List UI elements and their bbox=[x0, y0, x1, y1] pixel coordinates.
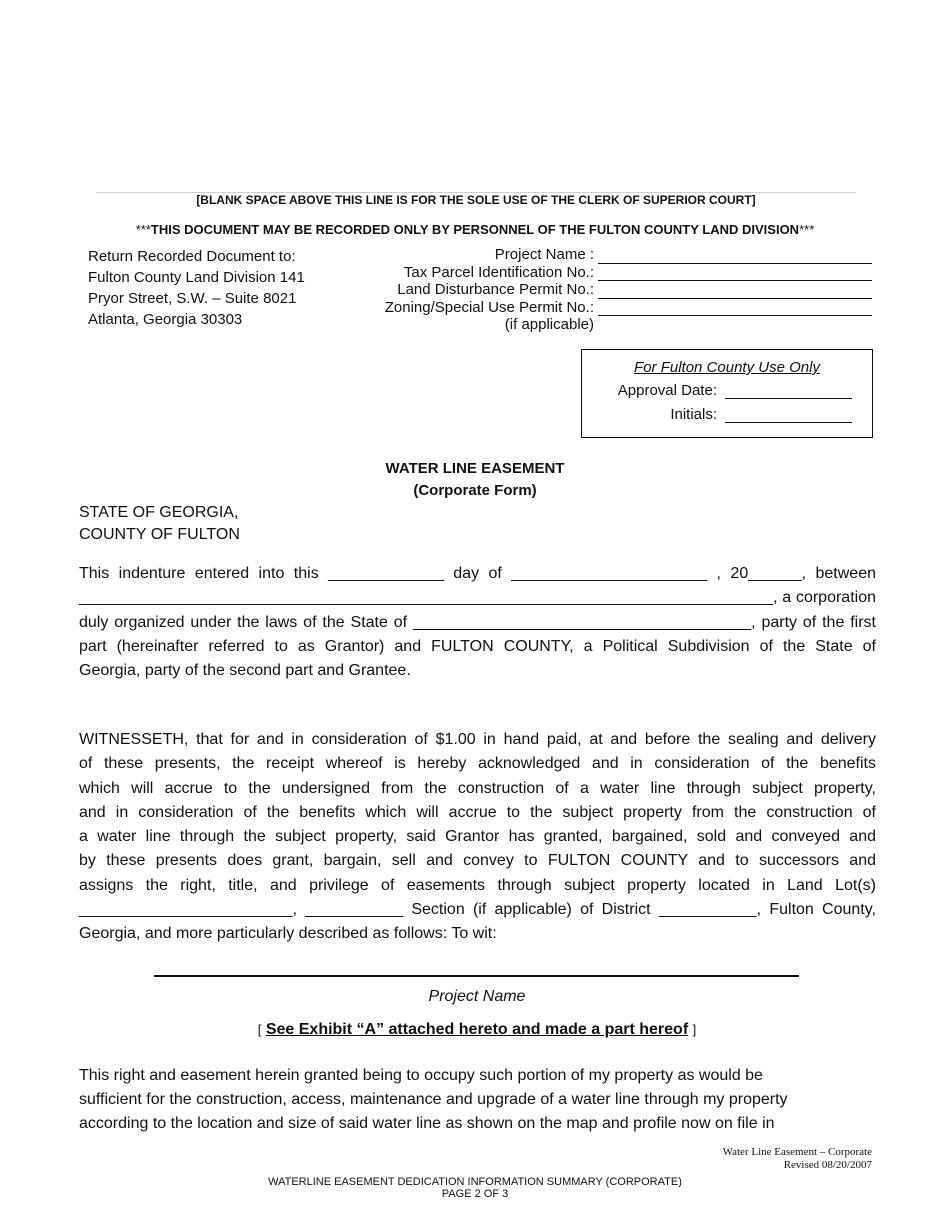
form-name: Water Line Easement – Corporate bbox=[722, 1146, 872, 1158]
page-number: PAGE 2 OF 3 bbox=[441, 1188, 509, 1200]
return-address-line: Pryor Street, S.W. – Suite 8021 bbox=[88, 290, 297, 307]
tax-parcel-field[interactable] bbox=[598, 264, 872, 282]
paragraph-line: and in consideration of the benefits which will accrue to the subject property from the construction of bbox=[79, 803, 876, 821]
paragraph-line: part (hereinafter referred to as Grantor) and FULTON COUNTY, a Political Subdivision of the State of bbox=[79, 637, 876, 655]
land-disturbance-label: Land Disturbance Permit No.: bbox=[397, 281, 594, 298]
project-field-labels bbox=[340, 246, 594, 334]
approval-date-row bbox=[618, 382, 852, 399]
project-name-caption: Project Name bbox=[428, 988, 526, 1005]
project-name-field[interactable] bbox=[598, 246, 872, 264]
document-title bbox=[0, 458, 950, 502]
paragraph-line: ________________________, ___________ Section (if applicable) of District ___________, Fulton County, bbox=[79, 901, 876, 919]
county-use-heading: For Fulton County Use Only bbox=[634, 359, 820, 376]
paragraph-line: Georgia, and more particularly described as follows: To wit: bbox=[79, 925, 497, 943]
summary-title: WATERLINE EASEMENT DEDICATION INFORMATION SUMMARY (CORPORATE) bbox=[268, 1176, 682, 1188]
if-applicable-note: (if applicable) bbox=[504, 316, 594, 333]
revision-date: Revised 08/20/2007 bbox=[783, 1159, 872, 1171]
state-line: STATE OF GEORGIA, bbox=[79, 504, 239, 521]
indenture-paragraph bbox=[79, 562, 876, 683]
paragraph-line: which will accrue to the undersigned from the construction of a water line through subject property, bbox=[79, 779, 876, 797]
recording-note-suffix: *** bbox=[799, 222, 815, 237]
blank-space-note: [BLANK SPACE ABOVE THIS LINE IS FOR THE SOLE USE OF THE CLERK OF SUPERIOR COURT] bbox=[196, 193, 756, 207]
paragraph-line: This right and easement herein granted being to occupy such portion of my property as would be bbox=[79, 1067, 763, 1084]
exhibit-close-bracket: ] bbox=[692, 1022, 697, 1037]
paragraph-line: ______________________________________________________________________________, a corporation bbox=[79, 589, 876, 607]
witnesseth-paragraph bbox=[79, 728, 876, 947]
project-field-blanks bbox=[598, 246, 872, 316]
paragraph-line: This indenture entered into this _____________ day of ______________________ , 20______, between bbox=[79, 565, 876, 582]
county-use-box bbox=[581, 349, 873, 438]
initials-label: Initials: bbox=[670, 406, 717, 423]
exhibit-text: See Exhibit “A” attached hereto and made a part hereof bbox=[265, 1021, 689, 1038]
approval-date-field[interactable] bbox=[725, 384, 852, 399]
return-address-line: Atlanta, Georgia 30303 bbox=[88, 311, 243, 328]
paragraph-line: by these presents does grant, bargain, sell and convey to FULTON COUNTY and to successors and bbox=[79, 852, 876, 870]
paragraph-line: Georgia, party of the second part and Grantee. bbox=[79, 662, 411, 680]
recording-note bbox=[60, 222, 890, 237]
approval-date-label: Approval Date: bbox=[617, 382, 717, 399]
paragraph-line: according to the location and size of said water line as shown on the map and profile now on file in bbox=[79, 1115, 775, 1132]
tax-parcel-label: Tax Parcel Identification No.: bbox=[403, 263, 594, 281]
paragraph-line: WITNESSETH, that for and in consideration of $1.00 in hand paid, at and before the sealing and delivery bbox=[79, 731, 876, 748]
initials-field[interactable] bbox=[725, 408, 852, 423]
project-name-label: Project Name : bbox=[494, 246, 594, 263]
state-county-heading bbox=[79, 502, 240, 546]
paragraph-line: assigns the right, title, and privilege of easements through subject property located in Land Lot(s) bbox=[79, 876, 876, 894]
page-footer bbox=[0, 1176, 950, 1200]
recording-note-prefix: *** bbox=[135, 222, 151, 237]
paragraph-line: of these presents, the receipt whereof is hereby acknowledged and in consideration of the benefits bbox=[79, 755, 876, 773]
land-disturbance-field[interactable] bbox=[598, 281, 872, 299]
paragraph-line: sufficient for the construction, access, maintenance and upgrade of a water line through my property bbox=[79, 1091, 788, 1108]
county-line: COUNTY OF FULTON bbox=[79, 526, 240, 543]
return-address-line: Fulton County Land Division 141 bbox=[88, 269, 305, 286]
return-address-line: Return Recorded Document to: bbox=[88, 248, 296, 265]
recording-note-text: THIS DOCUMENT MAY BE RECORDED ONLY BY PERSONNEL OF THE FULTON COUNTY LAND DIVISION bbox=[150, 222, 800, 237]
initials-row bbox=[670, 406, 852, 423]
zoning-field[interactable] bbox=[598, 299, 872, 317]
grant-paragraph bbox=[79, 1064, 876, 1136]
project-name-line[interactable] bbox=[154, 975, 799, 977]
zoning-label: Zoning/Special Use Permit No.: bbox=[384, 298, 594, 316]
return-address bbox=[88, 246, 305, 330]
exhibit-open-bracket: [ bbox=[257, 1022, 262, 1037]
title-sub: (Corporate Form) bbox=[413, 482, 537, 499]
title-main: WATER LINE EASEMENT bbox=[385, 460, 565, 477]
paragraph-line: duly organized under the laws of the State of ______________________________________, party of the first bbox=[79, 613, 876, 631]
paragraph-line: a water line through the subject property, said Grantor has granted, bargained, sold and conveyed and bbox=[79, 828, 876, 846]
form-revision-footer bbox=[560, 1146, 872, 1172]
exhibit-reference bbox=[0, 1021, 950, 1039]
